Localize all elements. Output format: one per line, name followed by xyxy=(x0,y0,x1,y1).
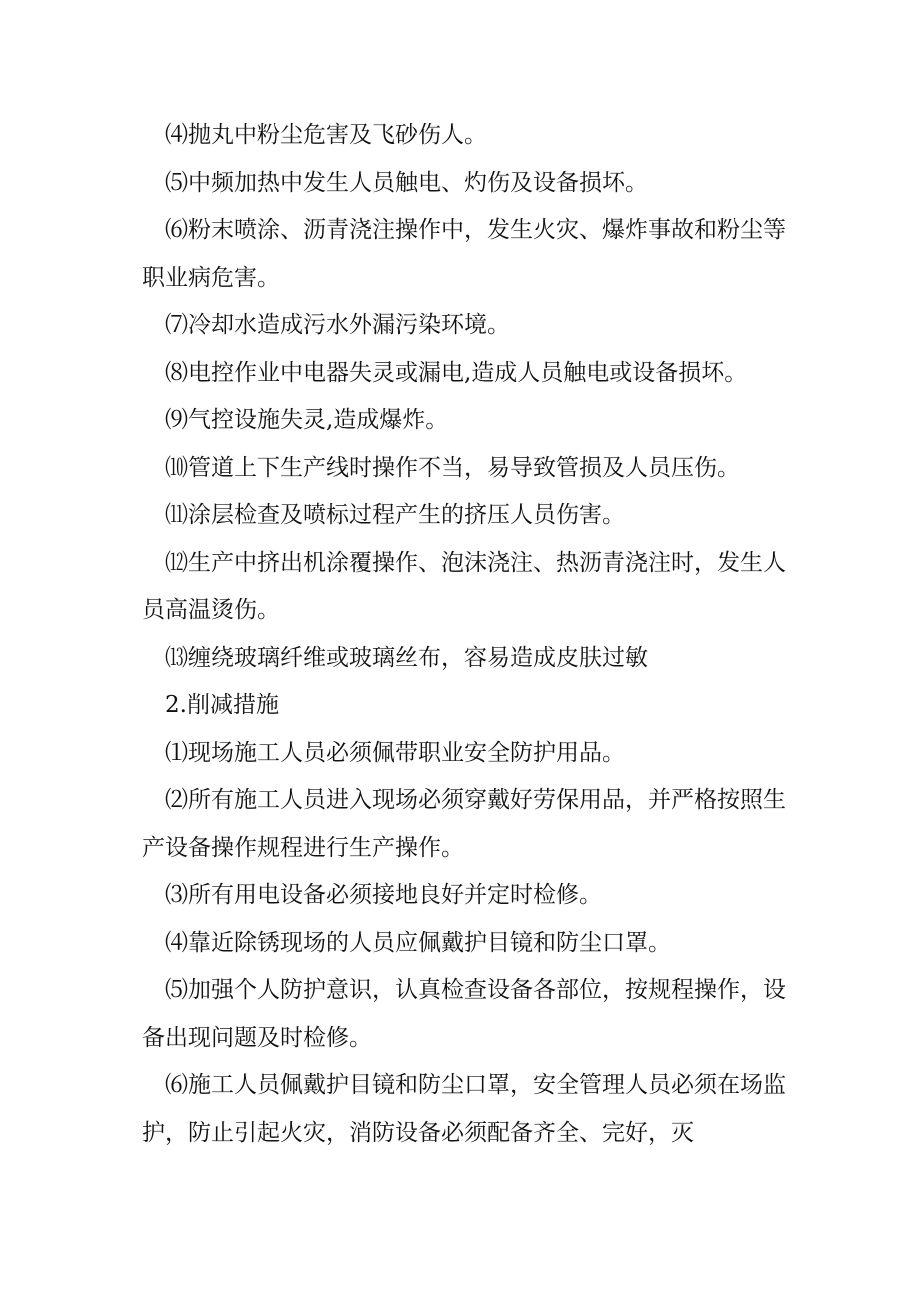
paragraph-hazard-9: ⑼气控设施失灵,造成爆炸。 xyxy=(165,407,449,433)
paragraph-hazard-10: ⑽管道上下生产线时操作不当，易导致管损及人员压伤。 xyxy=(165,454,740,481)
paragraph-hazard-5: ⑸中频加热中发生人员触电、灼伤及设备损坏。 xyxy=(165,169,648,196)
paragraph-measure-6: ⑹施工人员佩戴护目镜和防尘口罩，安全管理人员必须在场监护，防止引起火灾，消防设备必须配备齐全、完好，灭 xyxy=(142,1072,786,1146)
paragraph-hazard-11: ⑾涂层检查及喷标过程产生的挤压人员伤害。 xyxy=(165,502,625,528)
paragraph-measure-4: ⑷靠近除锈现场的人员应佩戴护目镜和防尘口罩。 xyxy=(165,929,671,956)
paragraph-hazard-13: ⒀缠绕玻璃纤维或玻璃丝布，容易造成皮肤过敏 xyxy=(165,644,648,671)
paragraph-hazard-6: ⑹粉末喷涂、沥青浇注操作中，发生火灾、爆炸事故和粉尘等职业病危害。 xyxy=(142,217,786,291)
paragraph-hazard-7: ⑺冷却水造成污水外漏污染环境。 xyxy=(165,312,510,338)
paragraph-measure-2: ⑵所有施工人员进入现场必须穿戴好劳保用品，并严格按照生产设备操作规程进行生产操作。 xyxy=(142,787,786,861)
paragraph-measure-3: ⑶所有用电设备必须接地良好并定时检修。 xyxy=(165,882,602,908)
paragraph-hazard-4: ⑷抛丸中粉尘危害及飞砂伤人。 xyxy=(165,122,487,148)
paragraph-measure-5: ⑸加强个人防护意识，认真检查设备各部位，按规程操作，设备出现问题及时检修。 xyxy=(142,977,786,1051)
document-body xyxy=(142,112,802,1157)
paragraph-hazard-8: ⑻电控作业中电器失灵或漏电,造成人员触电或设备损坏。 xyxy=(165,359,748,386)
section-heading: 2.削减措施 xyxy=(165,692,279,718)
paragraph-hazard-12: ⑿生产中挤出机涂覆操作、泡沫浇注、热沥青浇注时，发生人员高温烫伤。 xyxy=(142,549,786,623)
paragraph-measure-1: ⑴现场施工人员必须佩带职业安全防护用品。 xyxy=(165,739,625,766)
